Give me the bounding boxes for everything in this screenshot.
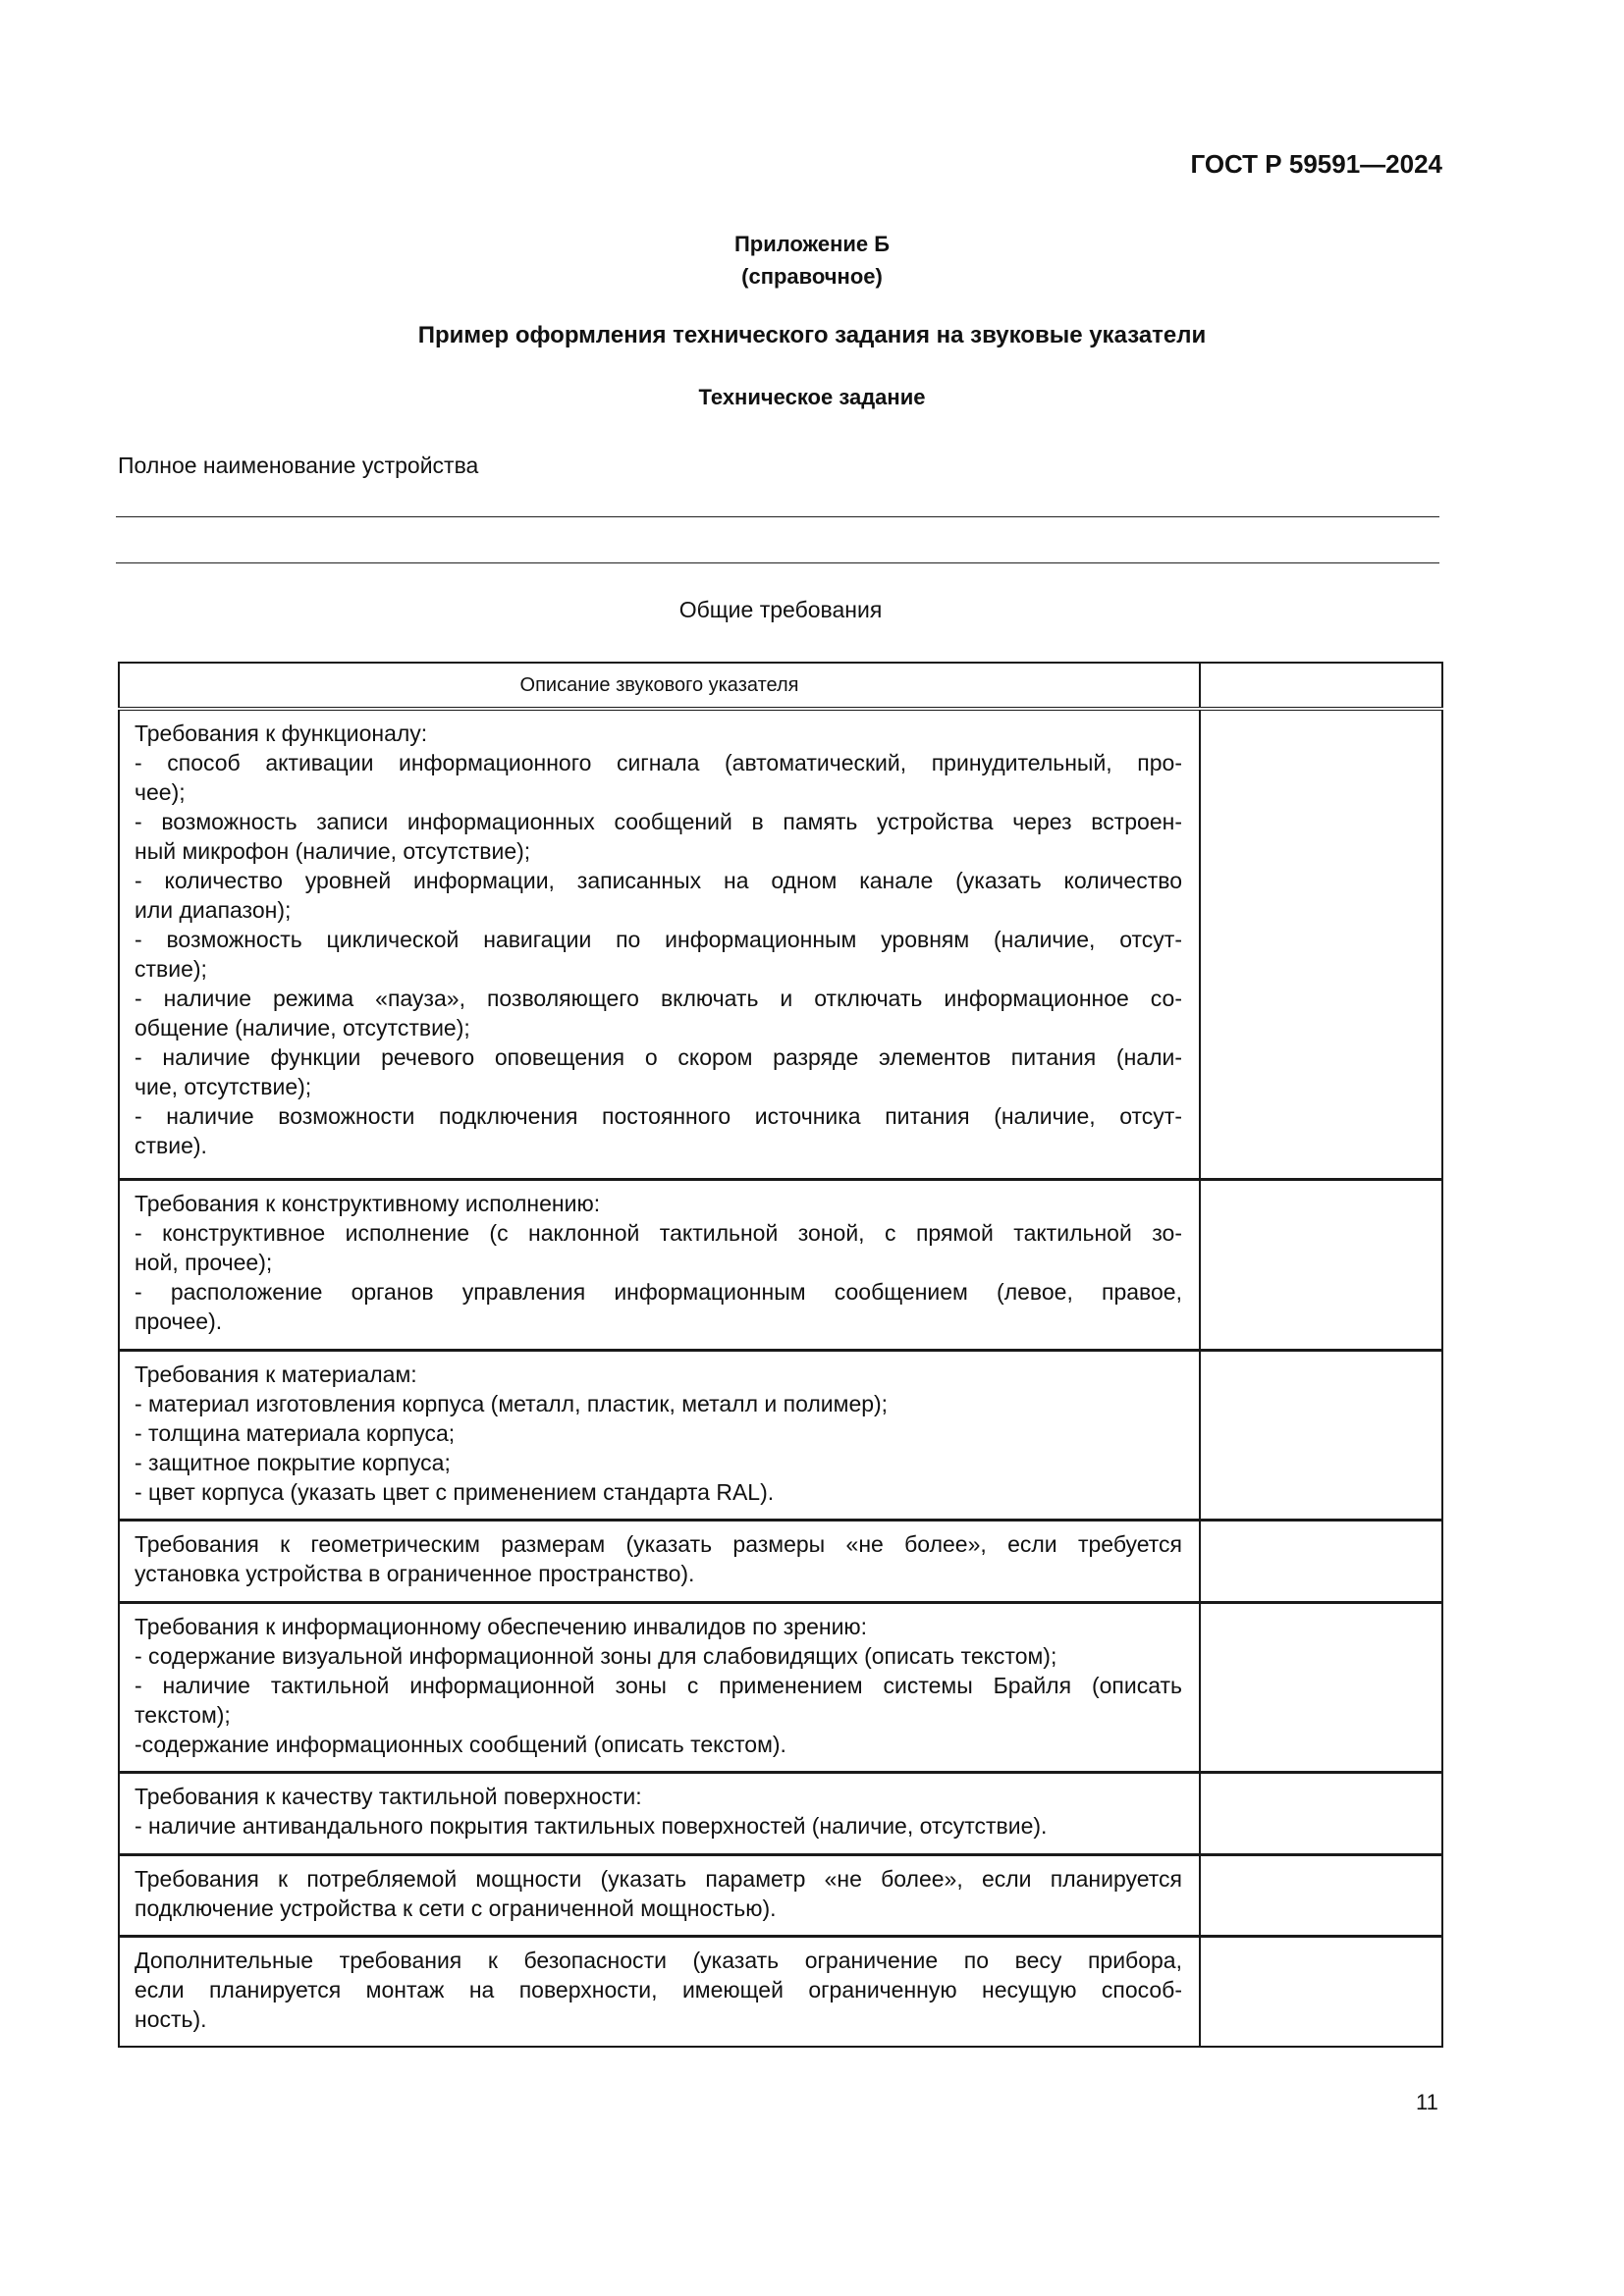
- requirement-line: прочее).: [135, 1308, 223, 1334]
- requirement-line: ный микрофон (наличие, отсутствие);: [135, 838, 531, 864]
- table-row: [119, 709, 1442, 1180]
- device-name-line-2: [116, 562, 1439, 563]
- requirement-description: [119, 709, 1200, 1180]
- requirement-line: - количество уровней информации, записанных на одном канале (указать количество: [135, 868, 1182, 893]
- requirement-line: ность).: [135, 2006, 207, 2032]
- requirement-line: ной, прочее);: [135, 1250, 273, 1275]
- requirement-line: Требования к качеству тактильной поверхности:: [135, 1784, 642, 1809]
- requirement-value-cell[interactable]: [1200, 1937, 1442, 2048]
- table-row: [119, 1603, 1442, 1773]
- page-title: Пример оформления технического задания на звуковые указатели: [417, 322, 1207, 348]
- requirement-description: [119, 1855, 1200, 1937]
- requirement-description: [119, 1773, 1200, 1855]
- appendix-kind: (справочное): [741, 264, 883, 289]
- requirement-line: Требования к потребляемой мощности (указать параметр «не более», если планируется: [135, 1866, 1182, 1892]
- requirement-line: если планируется монтаж на поверхности, имеющей ограниченную несущую способ-: [135, 1977, 1182, 2002]
- header-description: Описание звукового указателя: [119, 663, 1200, 709]
- requirement-line: - материал изготовления корпуса (металл, пластик, металл и полимер);: [135, 1391, 889, 1416]
- header-value: [1200, 663, 1442, 709]
- requirement-line: установка устройства в ограниченное пространство).: [135, 1561, 695, 1586]
- requirement-line: - конструктивное исполнение (с наклонной тактильной зоной, с прямой тактильной зо-: [135, 1220, 1182, 1246]
- requirement-line: Требования к геометрическим размерам (указать размеры «не более», если требуется: [135, 1531, 1182, 1557]
- requirement-line: - содержание визуальной информационной зоны для слабовидящих (описать текстом);: [135, 1643, 1057, 1669]
- requirement-description: [119, 1351, 1200, 1521]
- requirement-line: - цвет корпуса (указать цвет с применением стандарта RAL).: [135, 1479, 775, 1505]
- device-name-line-1: [116, 516, 1439, 517]
- section-title: Общие требования: [678, 597, 883, 622]
- document-code: ГОСТ Р 59591—2024: [1190, 149, 1442, 179]
- requirement-value-cell[interactable]: [1200, 709, 1442, 1180]
- requirement-line: - наличие антивандального покрытия тактильных поверхностей (наличие, отсутствие).: [135, 1813, 1048, 1839]
- requirement-description: [119, 1521, 1200, 1603]
- appendix-heading: [0, 228, 1624, 293]
- requirement-line: Требования к конструктивному исполнению:: [135, 1191, 601, 1216]
- requirement-description: [119, 1603, 1200, 1773]
- requirement-line: Требования к информационному обеспечению инвалидов по зрению:: [135, 1614, 868, 1639]
- requirement-line: или диапазон);: [135, 897, 292, 923]
- requirement-value-cell[interactable]: [1200, 1180, 1442, 1351]
- page-number: 11: [1416, 2090, 1438, 2114]
- requirement-line: текстом);: [135, 1702, 231, 1728]
- table-row: [119, 1773, 1442, 1855]
- requirement-description: [119, 1180, 1200, 1351]
- table-row: [119, 1180, 1442, 1351]
- requirement-line: Требования к функционалу:: [135, 721, 428, 746]
- table-row: [119, 1351, 1442, 1521]
- requirement-value-cell[interactable]: [1200, 1603, 1442, 1773]
- requirement-line: - наличие режима «пауза», позволяющего включать и отключать информационное со-: [135, 986, 1182, 1011]
- requirement-line: ствие).: [135, 1133, 207, 1158]
- requirement-line: ствие);: [135, 956, 207, 982]
- requirement-line: - защитное покрытие корпуса;: [135, 1450, 451, 1475]
- appendix-title: Приложение Б: [733, 232, 891, 256]
- requirement-line: чее);: [135, 779, 186, 805]
- requirement-line: общение (наличие, отсутствие);: [135, 1015, 470, 1041]
- table-row: [119, 1521, 1442, 1603]
- requirement-value-cell[interactable]: [1200, 1351, 1442, 1521]
- requirement-line: чие, отсутствие);: [135, 1074, 312, 1099]
- requirement-description: [119, 1937, 1200, 2048]
- requirement-line: - возможность циклической навигации по информационным уровням (наличие, отсут-: [135, 927, 1182, 952]
- requirement-line: Дополнительные требования к безопасности (указать ограничение по весу прибора,: [135, 1948, 1182, 1973]
- device-name-label: Полное наименование устройства: [118, 453, 479, 478]
- requirement-value-cell[interactable]: [1200, 1521, 1442, 1603]
- requirement-line: - способ активации информационного сигнала (автоматический, принудительный, про-: [135, 750, 1182, 775]
- requirement-line: подключение устройства к сети с ограниченной мощностью).: [135, 1896, 777, 1921]
- requirement-value-cell[interactable]: [1200, 1773, 1442, 1855]
- requirement-line: - толщина материала корпуса;: [135, 1420, 456, 1446]
- requirements-table: [118, 662, 1443, 2048]
- requirement-line: Требования к материалам:: [135, 1362, 417, 1387]
- table-header-row: [119, 663, 1442, 709]
- requirement-line: - расположение органов управления информационным сообщением (левое, правое,: [135, 1279, 1182, 1305]
- table-row: [119, 1937, 1442, 2048]
- table-row: [119, 1855, 1442, 1937]
- requirement-line: - наличие возможности подключения постоянного источника питания (наличие, отсут-: [135, 1103, 1182, 1129]
- requirement-line: -содержание информационных сообщений (описать текстом).: [135, 1732, 786, 1757]
- requirement-line: - наличие функции речевого оповещения о скором разряде элементов питания (нали-: [135, 1044, 1182, 1070]
- requirement-value-cell[interactable]: [1200, 1855, 1442, 1937]
- requirement-line: - возможность записи информационных сообщений в память устройства через встроен-: [135, 809, 1182, 834]
- requirement-line: - наличие тактильной информационной зоны с применением системы Брайля (описать: [135, 1673, 1182, 1698]
- subtitle: Техническое задание: [698, 385, 926, 409]
